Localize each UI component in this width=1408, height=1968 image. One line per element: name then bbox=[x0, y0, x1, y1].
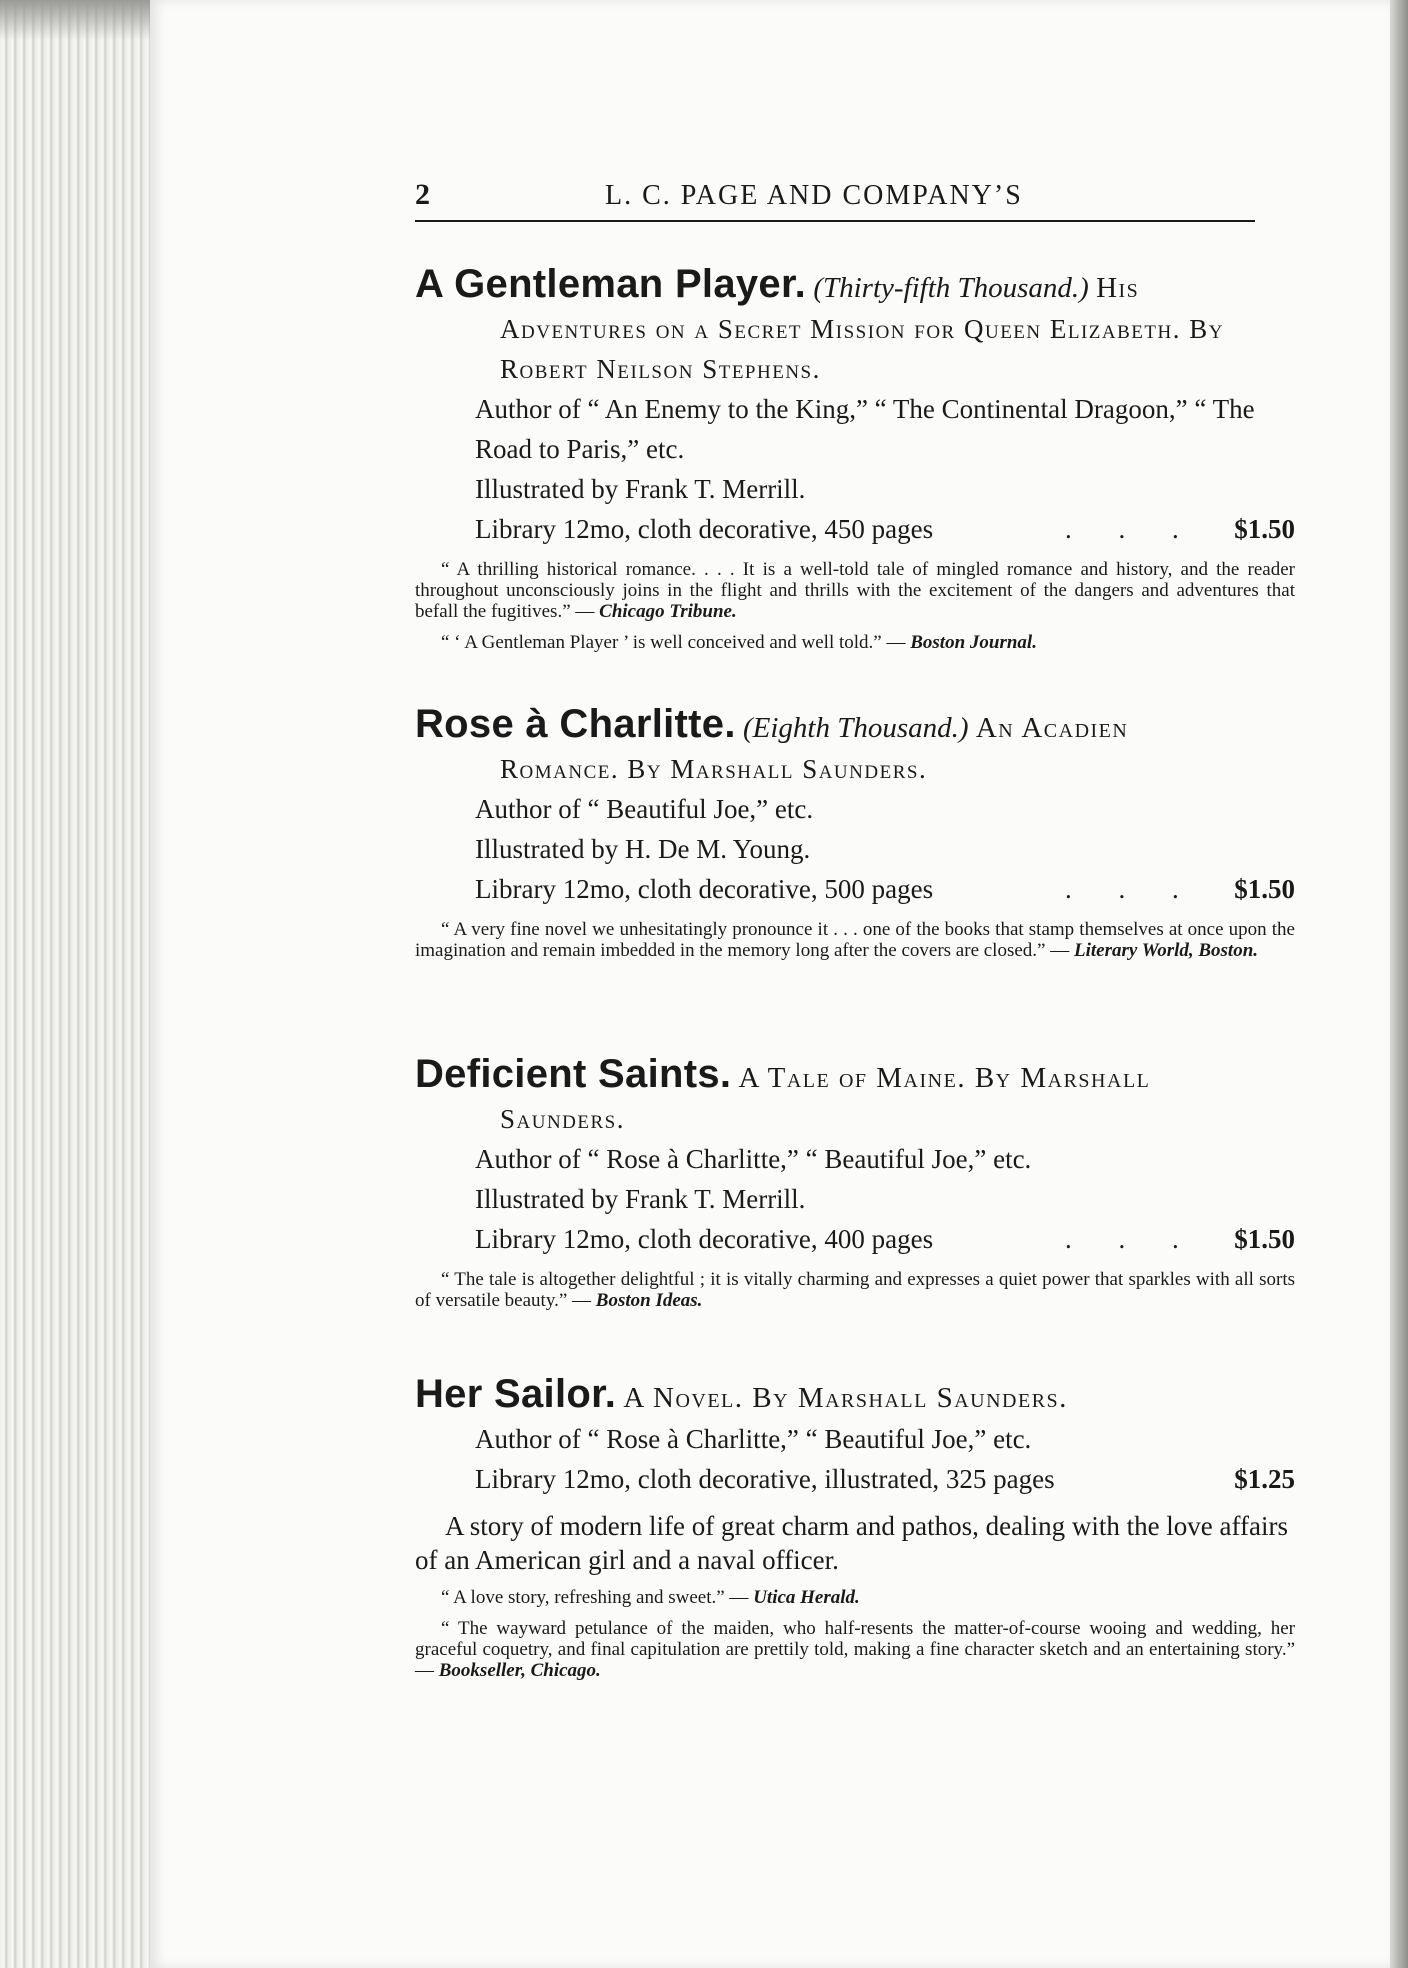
quote-text: “ The wayward petulance of the maiden, who half-resents the matter-of-course wooing and wedding, her graceful coquetry, and final capitulation are prettily told, making a fine character sketch and an entertaining story.” — bbox=[415, 1618, 1295, 1681]
price-line bbox=[415, 869, 1295, 909]
quote-source: Boston Journal. bbox=[910, 632, 1037, 653]
page-right-edge bbox=[1390, 0, 1408, 1968]
review-quote bbox=[415, 559, 1295, 622]
page-number: 2 bbox=[415, 178, 430, 211]
leader-dots: . . . bbox=[1065, 1224, 1199, 1254]
price-line bbox=[415, 509, 1295, 549]
review-quote bbox=[415, 632, 1295, 653]
review-quote bbox=[415, 1587, 1295, 1608]
subtitle-continued: Romance. By Marshall Saunders. bbox=[500, 754, 928, 784]
entry-title-line bbox=[415, 703, 1295, 749]
price: $1.50 bbox=[1234, 514, 1295, 544]
book-entry bbox=[415, 1053, 1295, 1311]
quote-text: “ A very fine novel we unhesitatingly pronounce it . . . one of the books that stamp themselves at once upon the imagination and remain imbedded in the memory long after the covers are closed.” — bbox=[415, 919, 1295, 961]
illustrator: Illustrated by Frank T. Merrill. bbox=[475, 474, 806, 504]
book-entry bbox=[415, 263, 1295, 653]
edition-note: (Thirty-fifth Thousand.) bbox=[813, 272, 1089, 304]
page-edges-shadow bbox=[0, 0, 150, 40]
author-of: Author of “ Rose à Charlitte,” “ Beautiful Joe,” etc. bbox=[475, 1424, 1032, 1454]
quote-source: Bookseller, Chicago. bbox=[438, 1660, 601, 1681]
quote-text: “ The tale is altogether delightful ; it is vitally charming and expresses a quiet power that sparkles with all sorts of versatile beauty.” — bbox=[415, 1269, 1295, 1311]
quote-source: Utica Herald. bbox=[753, 1587, 860, 1608]
entry-title-line bbox=[415, 1373, 1295, 1419]
author-of: Author of “ Rose à Charlitte,” “ Beautiful Joe,” etc. bbox=[475, 1144, 1032, 1174]
quote-text: “ ‘ A Gentleman Player ’ is well conceived and well told.” — bbox=[441, 632, 906, 653]
subtitle: A Novel. By Marshall Saunders. bbox=[623, 1382, 1068, 1414]
subtitle: A Tale of Maine. By Marshall bbox=[738, 1062, 1151, 1094]
format-spec: Library 12mo, cloth decorative, illustrated, 325 pages bbox=[475, 1464, 1055, 1494]
format-spec: Library 12mo, cloth decorative, 400 pages bbox=[475, 1224, 934, 1254]
price: $1.25 bbox=[1234, 1464, 1295, 1494]
author-of: Author of “ An Enemy to the King,” “ The Continental Dragoon,” “ The Road to Paris,” etc. bbox=[475, 394, 1255, 464]
subtitle: His bbox=[1096, 272, 1140, 304]
price-line bbox=[415, 1219, 1295, 1259]
quote-text: “ A love story, refreshing and sweet.” — bbox=[441, 1587, 749, 1608]
price: $1.50 bbox=[1234, 874, 1295, 904]
page-edges bbox=[0, 0, 150, 1968]
review-quote bbox=[415, 919, 1295, 961]
price: $1.50 bbox=[1234, 1224, 1295, 1254]
book-description: A story of modern life of great charm and pathos, dealing with the love affairs of an American girl and a naval officer. bbox=[415, 1511, 1288, 1575]
format-spec: Library 12mo, cloth decorative, 450 pages bbox=[475, 514, 934, 544]
subtitle-continued: Adventures on a Secret Mission for Queen Elizabeth. By Robert Neilson Stephens. bbox=[500, 314, 1224, 384]
review-quote bbox=[415, 1269, 1295, 1311]
author-of: Author of “ Beautiful Joe,” etc. bbox=[475, 794, 814, 824]
running-head bbox=[415, 178, 1255, 222]
entry-title-line bbox=[415, 1053, 1295, 1099]
format-spec: Library 12mo, cloth decorative, 500 pages bbox=[475, 874, 934, 904]
review-quote bbox=[415, 1618, 1295, 1681]
subtitle: An Acadien bbox=[975, 712, 1129, 744]
quote-text: “ A thrilling historical romance. . . . It is a well-told tale of mingled romance and history, and the reader throughout unconsciously joins in the flight and thrills with the excitement of the dangers and adventures that befall the fugitives.” — bbox=[415, 559, 1295, 622]
illustrator: Illustrated by H. De M. Young. bbox=[475, 834, 811, 864]
illustrator: Illustrated by Frank T. Merrill. bbox=[475, 1184, 806, 1214]
book-title: A Gentleman Player. bbox=[415, 262, 807, 306]
book-title: Rose à Charlitte. bbox=[415, 702, 736, 746]
leader-dots: . . . bbox=[1065, 514, 1199, 544]
book-title: Deficient Saints. bbox=[415, 1052, 732, 1096]
book-entry bbox=[415, 1373, 1295, 1681]
running-head-title: L. C. PAGE AND COMPANY’S bbox=[605, 180, 1023, 211]
quote-source: Chicago Tribune. bbox=[599, 601, 737, 622]
subtitle-continued: Saunders. bbox=[500, 1104, 625, 1134]
leader-dots: . . . bbox=[1065, 874, 1199, 904]
entry-title-line bbox=[415, 263, 1295, 309]
page-content bbox=[415, 178, 1295, 1681]
quote-source: Boston Ideas. bbox=[595, 1290, 703, 1311]
book-title: Her Sailor. bbox=[415, 1372, 617, 1416]
price-line bbox=[415, 1459, 1295, 1499]
edition-note: (Eighth Thousand.) bbox=[743, 712, 969, 744]
quote-source: Literary World, Boston. bbox=[1073, 940, 1259, 961]
book-entry bbox=[415, 703, 1295, 961]
